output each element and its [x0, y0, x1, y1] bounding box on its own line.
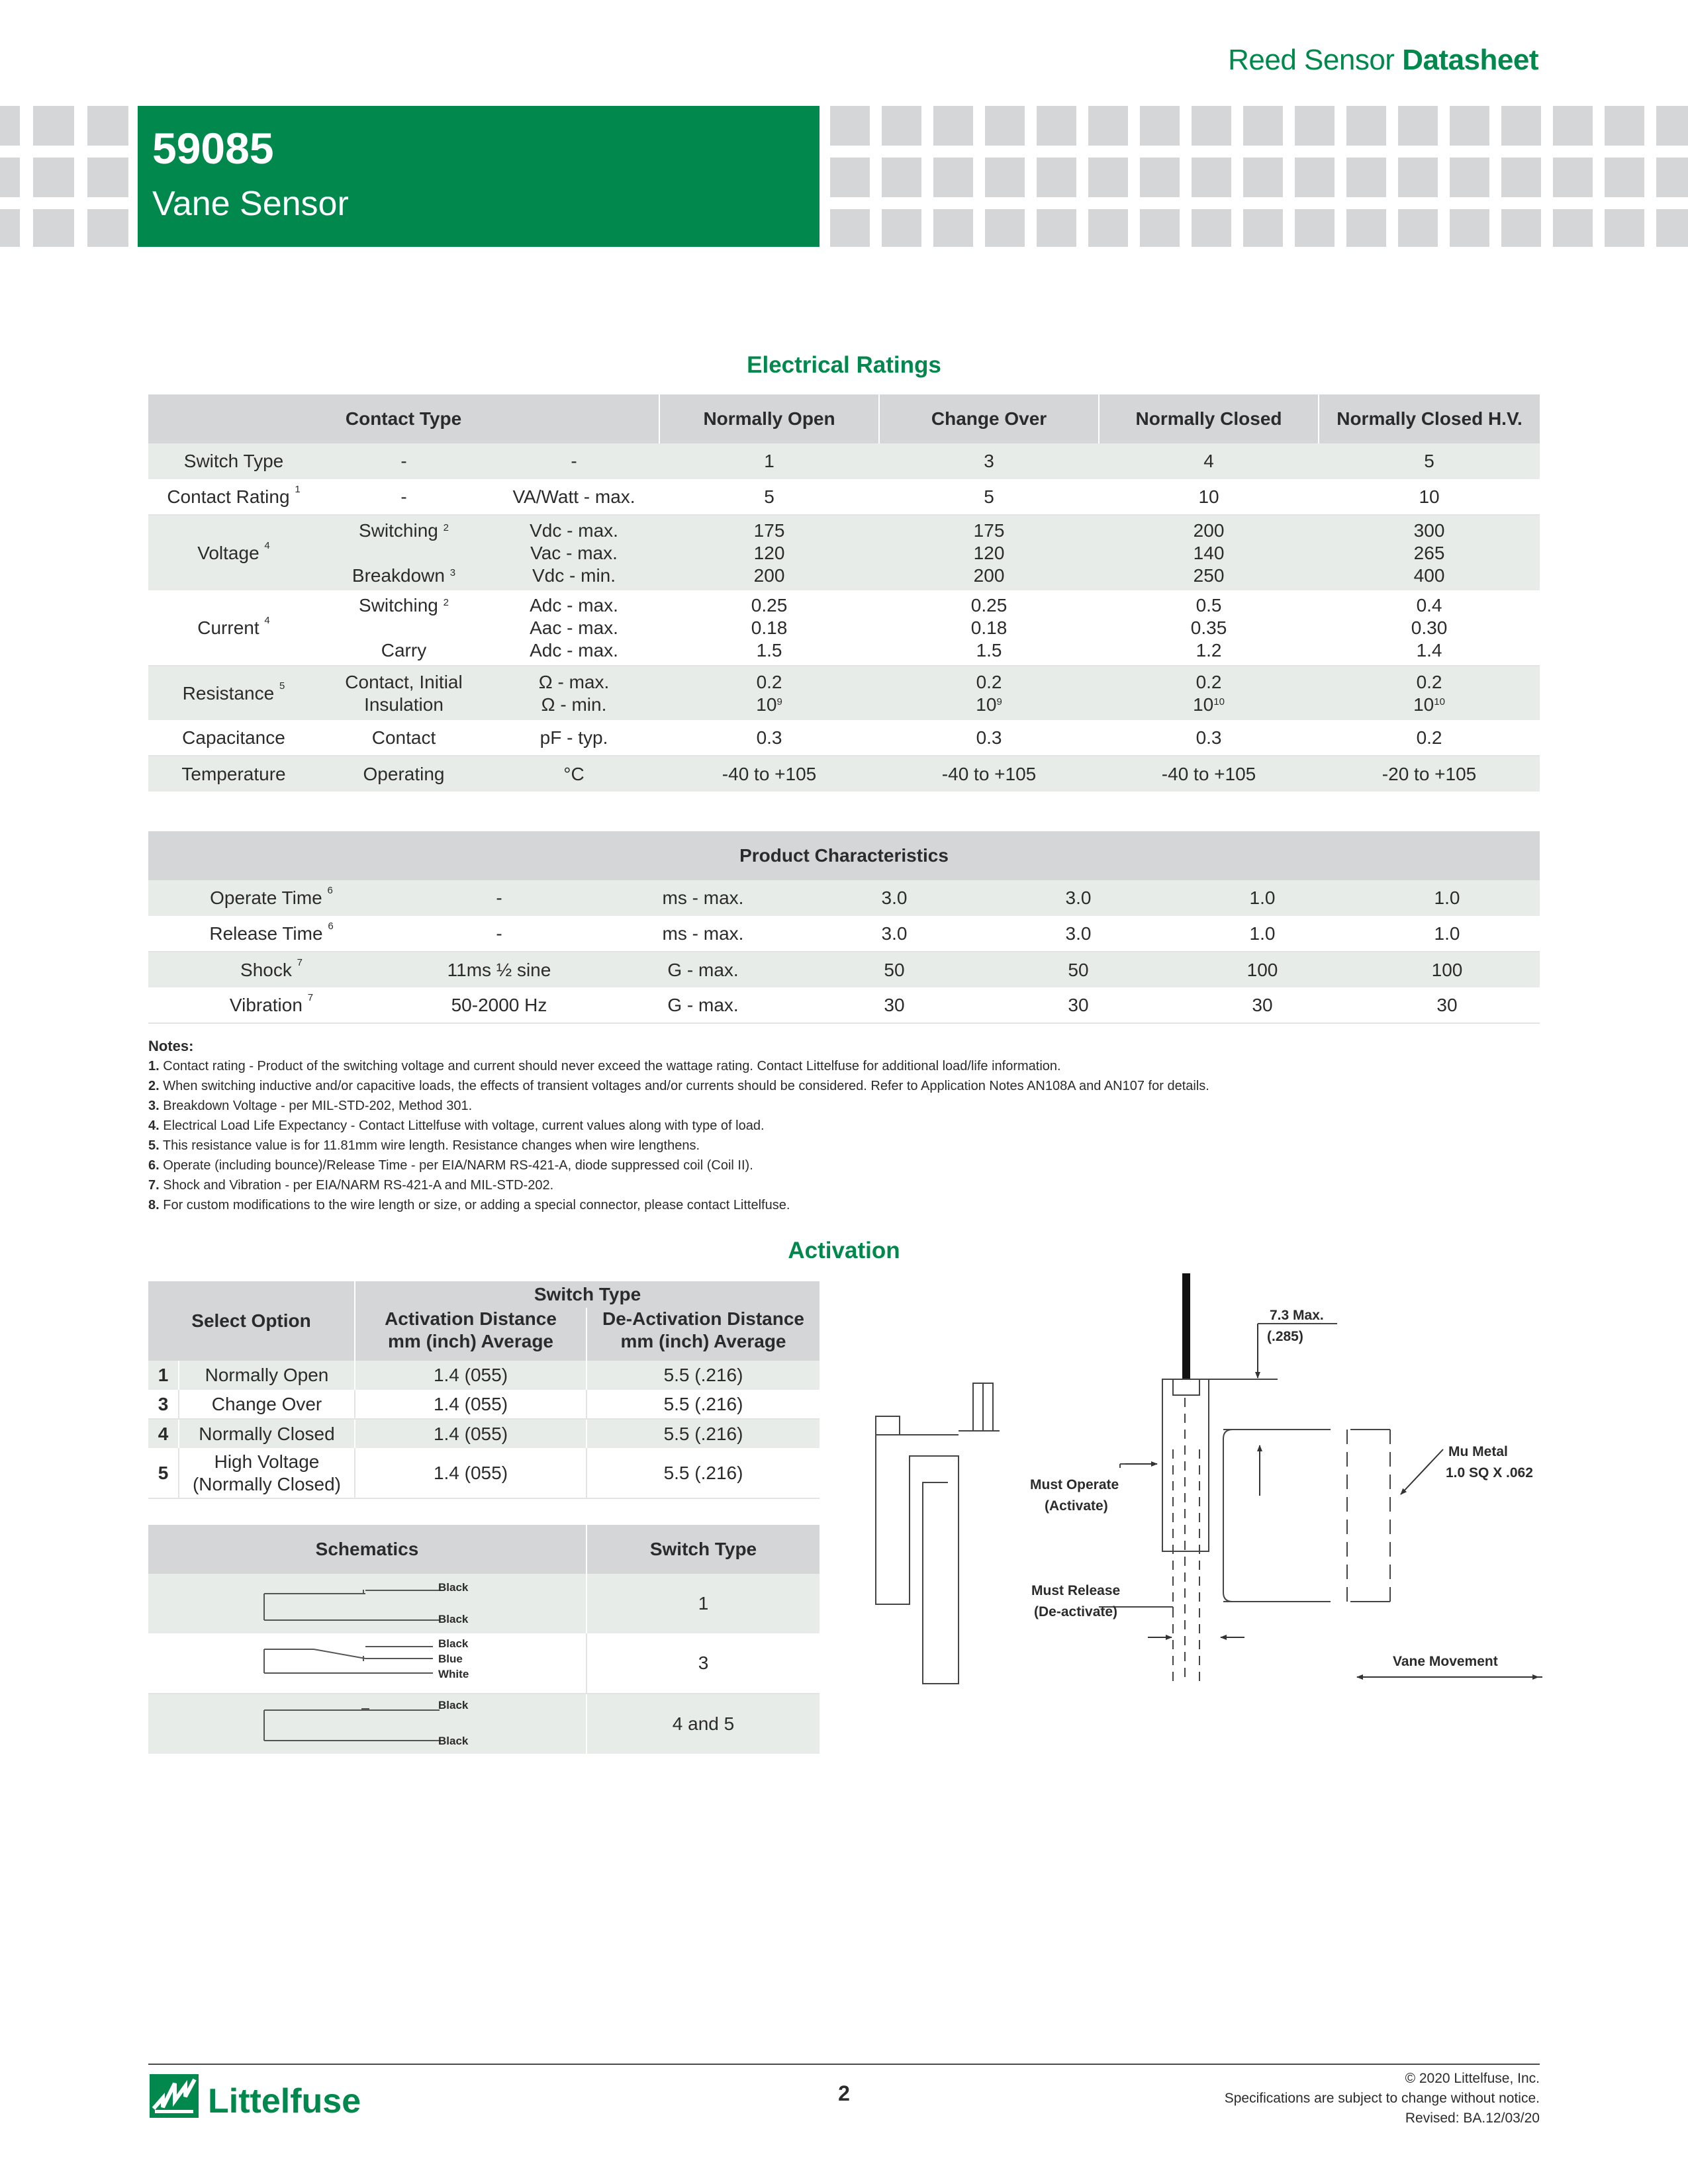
activation-table — [148, 1281, 820, 1499]
cell: 50-2000 Hz — [395, 987, 604, 1023]
cell: 200 140 250 — [1099, 515, 1319, 590]
product-name: Vane Sensor — [152, 185, 349, 223]
option-number: 3 — [148, 1390, 179, 1419]
mu-metal-size: 1.0 SQ X .062 — [1446, 1465, 1533, 1480]
cell: 1.0 — [1354, 916, 1540, 952]
switch-type-header: Switch Type — [586, 1525, 820, 1574]
cell: 0.3 — [1099, 720, 1319, 756]
table-row — [148, 666, 1540, 720]
table-row — [148, 916, 1540, 952]
deactivation-distance-header: De-Activation Distance mm (inch) Average — [586, 1308, 820, 1361]
cell: 4 and 5 — [586, 1694, 820, 1754]
vane-tab — [876, 1416, 900, 1435]
cell: 300 265 400 — [1319, 515, 1540, 590]
mu-metal-leader — [1401, 1449, 1443, 1494]
title-banner — [138, 106, 820, 247]
cell: 30 — [1170, 987, 1354, 1023]
cell: 30 — [802, 987, 986, 1023]
note-item: 7. Shock and Vibration - per EIA/NARM RS-421-A and MIL-STD-202. — [148, 1178, 554, 1193]
cell: 0.25 0.18 1.5 — [879, 590, 1099, 666]
cell: 100 — [1170, 952, 1354, 987]
table-row — [148, 443, 1540, 479]
cell: Contact, Initial Insulation — [319, 666, 489, 720]
wire-label: Black — [438, 1699, 469, 1711]
cell: 100 — [1354, 952, 1540, 987]
cell: 3 — [879, 443, 1099, 479]
cell: - — [395, 916, 604, 952]
table-row — [148, 590, 1540, 666]
table-row — [148, 1694, 820, 1754]
table-header-row — [148, 831, 1540, 880]
cell: 1.4 (055) — [355, 1361, 586, 1390]
cell: 5.5 (.216) — [586, 1361, 820, 1390]
schematics-header: Schematics — [148, 1525, 586, 1574]
must-release-label: Must Release — [1031, 1583, 1121, 1598]
col-header: Normally Closed H.V. — [1319, 394, 1540, 443]
magnet-left-edge — [1223, 1430, 1233, 1602]
wire-label: Black — [438, 1613, 469, 1625]
param-name: Capacitance — [148, 720, 319, 756]
magnet-outline — [1223, 1430, 1390, 1602]
param-name: Resistance $^5$ — [148, 666, 319, 720]
cell: 3 — [586, 1633, 820, 1694]
note-item: 1. Contact rating - Product of the switching voltage and current should never exceed the wattage rating. Contact Littelfuse for additional load/life information. — [148, 1059, 1061, 1073]
activation-title: Activation — [788, 1238, 900, 1263]
note-item: 4. Electrical Load Life Expectancy - Contact Littelfuse with voltage, current values along with type of load. — [148, 1118, 765, 1133]
cell: 30 — [986, 987, 1170, 1023]
schematic-cell — [148, 1694, 586, 1754]
col-header: Normally Open — [659, 394, 879, 443]
revision: Revised: BA.12/03/20 — [1405, 2111, 1540, 2126]
schematic-cell — [148, 1574, 586, 1633]
cell: 1.4 (055) — [355, 1390, 586, 1419]
cell: Switching $^2$ Carry — [319, 590, 489, 666]
document-type: Reed Sensor Datasheet — [1228, 44, 1538, 76]
footer-info — [1225, 2069, 1540, 2128]
cell: 175 120 200 — [659, 515, 879, 590]
unit: Vdc - max. Vac - max. Vdc - min. — [489, 515, 659, 590]
must-operate-label: Must Operate — [1030, 1477, 1119, 1492]
table-row — [148, 479, 1540, 515]
col-header: Change Over — [879, 394, 1099, 443]
littelfuse-logo — [148, 2069, 367, 2125]
cell: 175 120 200 — [879, 515, 1099, 590]
param-name: Operate Time $^6$ — [148, 880, 395, 916]
cell: -40 to +105 — [879, 756, 1099, 792]
cell: 5.5 (.216) — [586, 1448, 820, 1498]
option-number: 4 — [148, 1419, 179, 1448]
cell: 3.0 — [986, 916, 1170, 952]
must-operate-sub: (Activate) — [1045, 1498, 1108, 1514]
cell: 1.0 — [1170, 916, 1354, 952]
table-row — [148, 756, 1540, 792]
table-header-row — [148, 1281, 820, 1308]
cell: 3.0 — [986, 880, 1170, 916]
cell: 0.4 0.30 1.4 — [1319, 590, 1540, 666]
notes-heading: Notes: — [148, 1038, 194, 1054]
option-name: Normally Open — [179, 1361, 355, 1390]
schematic-cell — [148, 1633, 586, 1694]
cell: -20 to +105 — [1319, 756, 1540, 792]
cell: 50 — [986, 952, 1170, 987]
wire-label: Black — [438, 1581, 469, 1594]
cell: 5 — [879, 479, 1099, 515]
table-row — [148, 952, 1540, 987]
cell: 50 — [802, 952, 986, 987]
product-characteristics-title: Product Characteristics — [148, 831, 1540, 880]
unit: ms - max. — [604, 916, 802, 952]
option-name: Normally Closed — [179, 1419, 355, 1448]
table-row — [148, 987, 1540, 1023]
electrical-ratings-title: Electrical Ratings — [747, 352, 941, 378]
wire-label: Black — [438, 1735, 469, 1747]
unit: VA/Watt - max. — [489, 479, 659, 515]
normally-open-schematic — [148, 1574, 586, 1633]
switch-type-header: Switch Type — [355, 1281, 820, 1308]
col-header: Normally Closed — [1099, 394, 1319, 443]
must-release-sub: (De-activate) — [1034, 1604, 1118, 1619]
note-item: 6. Operate (including bounce)/Release Time - per EIA/NARM RS-421-A, diode suppressed coil (Coil II). — [148, 1158, 753, 1173]
note-item: 5. This resistance value is for 11.81mm wire length. Resistance changes when wire lengthens. — [148, 1138, 700, 1153]
option-name: Change Over — [179, 1390, 355, 1419]
col-header: Contact Type — [148, 394, 659, 443]
param-name: Vibration $^7$ — [148, 987, 395, 1023]
littelfuse-logo-mark — [148, 2069, 367, 2122]
cell: 0.25 0.18 1.5 — [659, 590, 879, 666]
cell: 1.4 (055) — [355, 1419, 586, 1448]
cell: - — [319, 443, 489, 479]
wire-label: Blue — [438, 1653, 463, 1665]
activation-distance-header: Activation Distance mm (inch) Average — [355, 1308, 586, 1361]
disclaimer: Specifications are subject to change without notice. — [1224, 2091, 1540, 2106]
cell: 5 — [1319, 443, 1540, 479]
cell: 5.5 (.216) — [586, 1390, 820, 1419]
max-dimension-inch: (.285) — [1267, 1329, 1303, 1344]
cell: Operating — [319, 756, 489, 792]
footer-rule — [148, 2064, 1540, 2065]
cell: 0.5 0.35 1.2 — [1099, 590, 1319, 666]
max-dimension-label: 7.3 Max. — [1270, 1308, 1324, 1323]
cell: 5 — [659, 479, 879, 515]
cell: 4 — [1099, 443, 1319, 479]
table-row — [148, 1419, 820, 1448]
svg-text:Littelfuse: Littelfuse — [208, 2082, 361, 2120]
wire-label: Black — [438, 1637, 469, 1650]
table-header-row — [148, 394, 1540, 443]
unit: ms - max. — [604, 880, 802, 916]
table-row — [148, 720, 1540, 756]
cell: 0.2 $10^9$ — [879, 666, 1099, 720]
cell: 3.0 — [802, 880, 986, 916]
unit: pF - typ. — [489, 720, 659, 756]
normally-closed-schematic — [148, 1694, 586, 1754]
select-option-header: Select Option — [148, 1281, 355, 1361]
change-over-schematic — [148, 1633, 586, 1693]
cell: -40 to +105 — [659, 756, 879, 792]
param-name: Shock $^7$ — [148, 952, 395, 987]
cell: 5.5 (.216) — [586, 1419, 820, 1448]
cell: 1 — [586, 1574, 820, 1633]
unit: - — [489, 443, 659, 479]
mu-metal-label: Mu Metal — [1448, 1444, 1508, 1459]
sensor-wire — [1182, 1273, 1190, 1379]
cell: 11ms ½ sine — [395, 952, 604, 987]
copyright: © 2020 Littelfuse, Inc. — [1405, 2071, 1540, 2086]
table-row — [148, 1361, 820, 1390]
cell: Contact — [319, 720, 489, 756]
option-number: 1 — [148, 1361, 179, 1390]
cell: 1.0 — [1170, 880, 1354, 916]
cell: 0.3 — [879, 720, 1099, 756]
cell: 0.3 — [659, 720, 879, 756]
param-name: Current $^4$ — [148, 590, 319, 666]
table-row — [148, 515, 1540, 590]
product-characteristics-table — [148, 831, 1540, 1024]
cell: 1.0 — [1354, 880, 1540, 916]
cell: -40 to +105 — [1099, 756, 1319, 792]
cell: 10 — [1099, 479, 1319, 515]
table-row — [148, 1448, 820, 1498]
part-number: 59085 — [152, 124, 274, 173]
note-item: 3. Breakdown Voltage - per MIL-STD-202, Method 301. — [148, 1099, 473, 1113]
unit: Ω - max. Ω - min. — [489, 666, 659, 720]
vane-outline — [876, 1435, 959, 1684]
note-item: 8. For custom modifications to the wire length or size, or adding a special connector, please contact Littelfuse. — [148, 1198, 790, 1212]
notes — [148, 1036, 1538, 1215]
table-row — [148, 1633, 820, 1694]
table-row — [148, 880, 1540, 916]
cell: 10 — [1319, 479, 1540, 515]
param-name: Release Time $^6$ — [148, 916, 395, 952]
cell: 3.0 — [802, 916, 986, 952]
param-name: Contact Rating $^1$ — [148, 479, 319, 515]
page-number: 2 — [838, 2081, 850, 2105]
unit: Adc - max. Aac - max. Adc - max. — [489, 590, 659, 666]
table-row — [148, 1574, 820, 1633]
cell: 1 — [659, 443, 879, 479]
activation-diagram — [854, 1257, 1542, 1694]
cell: 30 — [1354, 987, 1540, 1023]
electrical-ratings-table — [148, 394, 1540, 792]
note-item: 2. When switching inductive and/or capacitive loads, the effects of transient voltages and/or currents should be considered. Refer to Application Notes AN108A and AN107 for details. — [148, 1079, 1209, 1093]
cell: - — [395, 880, 604, 916]
unit: °C — [489, 756, 659, 792]
cell: Switching $^2$ Breakdown $^3$ — [319, 515, 489, 590]
table-header-row — [148, 1525, 820, 1574]
param-name: Voltage $^4$ — [148, 515, 319, 590]
sensor-cap — [1173, 1379, 1199, 1395]
param-name: Switch Type — [148, 443, 319, 479]
unit: G - max. — [604, 987, 802, 1023]
cell: - — [319, 479, 489, 515]
option-name: High Voltage (Normally Closed) — [179, 1448, 355, 1498]
cell: 0.2 $10^9$ — [659, 666, 879, 720]
unit: G - max. — [604, 952, 802, 987]
param-name: Temperature — [148, 756, 319, 792]
cell: 1.4 (055) — [355, 1448, 586, 1498]
cell: 0.2 — [1319, 720, 1540, 756]
option-number: 5 — [148, 1448, 179, 1498]
schematics-table — [148, 1525, 820, 1754]
wire-label: White — [438, 1668, 469, 1680]
table-row — [148, 1390, 820, 1419]
vane-movement-label: Vane Movement — [1393, 1654, 1498, 1669]
cell: 0.2 $10^{10}$ — [1099, 666, 1319, 720]
cell: 0.2 $10^{10}$ — [1319, 666, 1540, 720]
